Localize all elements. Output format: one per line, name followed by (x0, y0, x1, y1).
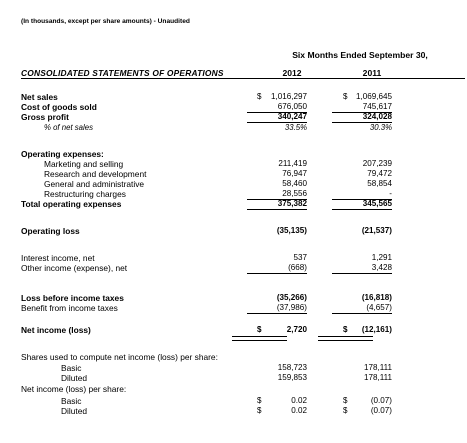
double-underline-2012 (232, 336, 287, 341)
value-2012: 211,419 (278, 159, 307, 168)
value-2011: 178,111 (363, 363, 392, 372)
currency-symbol: $ (257, 406, 262, 415)
currency-symbol: $ (257, 396, 262, 405)
value-2011: (16,818) (361, 293, 392, 302)
value-2011: 3,428 (332, 263, 392, 274)
row-label: Diluted (61, 406, 88, 416)
row-label: Shares used to compute net income (loss) per share: (21, 352, 218, 362)
value-2011: (0.07) (370, 406, 392, 415)
value-2011: 58,854 (367, 179, 392, 188)
value-2011: 324,028 (332, 112, 392, 123)
value-2012: 676,050 (247, 102, 307, 113)
value-2012: 0.02 (291, 396, 307, 405)
currency-symbol: $ (343, 406, 348, 415)
currency-symbol: $ (343, 92, 348, 101)
value-2011: 30.3% (369, 123, 392, 132)
row-label: Net income (loss) per share: (21, 384, 127, 394)
row-label: Operating expenses: (21, 149, 104, 159)
currency-symbol: $ (343, 325, 348, 334)
row-label: Basic (61, 363, 82, 373)
value-2011: (21,537) (361, 226, 392, 235)
value-2011: - (332, 189, 392, 200)
row-label: Net income (loss) (21, 325, 91, 335)
row-label: Total operating expenses (21, 199, 122, 209)
currency-symbol: $ (343, 396, 348, 405)
value-2012: (668) (247, 263, 307, 274)
row-label: Loss before income taxes (21, 293, 124, 303)
value-2012: 76,947 (282, 169, 307, 178)
value-2012: 58,460 (282, 179, 307, 188)
row-label: Basic (61, 396, 82, 406)
header-rule (21, 78, 465, 79)
value-2011: 207,239 (362, 159, 392, 168)
row-label: Restructuring charges (44, 189, 126, 199)
row-label: Cost of goods sold (21, 102, 97, 112)
currency-symbol: $ (257, 325, 262, 334)
value-2011: 1,291 (371, 253, 392, 262)
value-2012: 537 (293, 253, 307, 262)
row-label: Net sales (21, 92, 58, 102)
value-2012: 340,247 (247, 112, 307, 123)
statement-title: CONSOLIDATED STATEMENTS OF OPERATIONS (21, 68, 224, 78)
value-2011: (4,657) (332, 303, 392, 314)
value-2011: 745,617 (332, 102, 392, 113)
value-2011: 79,472 (367, 169, 392, 178)
value-2012: 159,853 (277, 373, 307, 382)
year-2012-header: 2012 (282, 68, 302, 78)
row-label: Diluted (61, 373, 88, 383)
row-label: Marketing and selling (44, 159, 124, 169)
value-2011: 345,565 (332, 199, 392, 210)
row-label: Research and development (44, 169, 147, 179)
value-2012: 33.5% (284, 123, 307, 132)
value-2011: 178,111 (363, 373, 392, 382)
row-label: Interest income, net (21, 253, 95, 263)
value-2012: 2,720 (286, 325, 307, 334)
value-2012: 158,723 (277, 363, 307, 372)
value-2011: (0.07) (370, 396, 392, 405)
row-label: Other income (expense), net (21, 263, 128, 273)
year-2011-header: 2011 (362, 68, 382, 78)
table-note: (In thousands, except per share amounts) - Unaudited (21, 18, 190, 25)
value-2011: (12,161) (361, 325, 392, 334)
value-2012: 1,016,297 (270, 92, 307, 101)
value-2012: 0.02 (291, 406, 307, 415)
value-2011: 1,069,645 (355, 92, 392, 101)
period-header: Six Months Ended September 30, (292, 50, 428, 60)
row-label: % of net sales (44, 123, 93, 132)
row-label: Operating loss (21, 226, 80, 236)
row-label: Benefit from income taxes (21, 303, 118, 313)
row-label: Gross profit (21, 112, 69, 122)
value-2012: (35,135) (276, 226, 307, 235)
row-label: General and administrative (44, 179, 145, 189)
value-2012: (37,986) (247, 303, 307, 314)
currency-symbol: $ (257, 92, 262, 101)
value-2012: 375,382 (247, 199, 307, 210)
value-2012: 28,556 (247, 189, 307, 200)
double-underline-2011 (318, 336, 373, 341)
value-2012: (35,266) (276, 293, 307, 302)
